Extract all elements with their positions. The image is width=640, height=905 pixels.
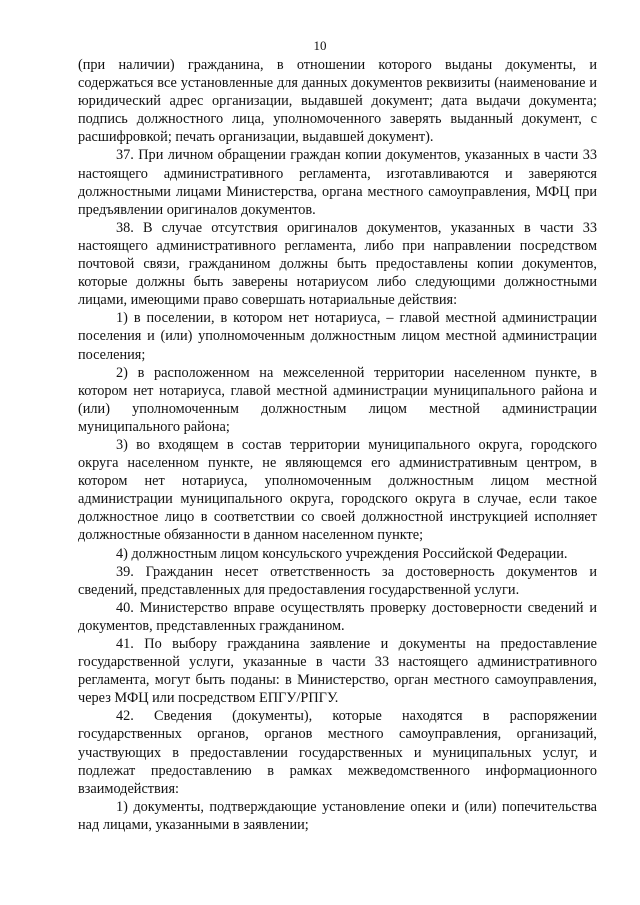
list-item-1: 1) в поселении, в котором нет нотариуса, – главой местной администрации поселения и (или) уполномоченным должностным лицом местной администрации поселения; xyxy=(78,310,597,363)
paragraph-37: 37. При личном обращении граждан копии документов, указанных в части 33 настоящего административного регламента, изготавливаются и заверяются должностными лицами Министерства, органа местного самоуправления, МФЦ при предъявлении оригиналов документов. xyxy=(78,147,597,218)
list-item-4: 4) должностным лицом консульского учреждения Российской Федерации. xyxy=(116,545,568,562)
paragraph-42-item-1: 1) документы, подтверждающие установление опеки и (или) попечительства над лицами, указанными в заявлении; xyxy=(78,798,597,833)
paragraph-40: 40. Министерство вправе осуществлять проверку достоверности сведений и документов, представленных гражданином. xyxy=(78,599,597,634)
paragraph-38: 38. В случае отсутствия оригиналов документов, указанных в части 33 настоящего административного регламента, либо при направлении посредством почтовой связи, гражданином должны быть предоставлены копии документов, которые должны быть заверены нотариусом либо следующими должностными лицами, имеющими право совершать нотариальные действия: xyxy=(78,219,597,309)
body-text xyxy=(78,56,597,834)
page-number: 10 xyxy=(313,38,327,53)
paragraph-39: 39. Гражданин несет ответственность за достоверность документов и сведений, представленных для предоставления государственной услуги. xyxy=(78,563,597,598)
list-item-3: 3) во входящем в состав территории муниципального округа, городского округа населенном пункте, не являющемся его административным центром, в котором нет нотариуса, уполномоченным должностным лицом местной администрации муниципального округа, городского округа в случае, если такое должностное лицо в соответствии со своей должностной инструкцией исполняет должностные обязанности в данном населенном пункте; xyxy=(78,436,597,544)
paragraph-continuation: (при наличии) гражданина, в отношении которого выданы документы, и содержаться все установленные для данных документов реквизиты (наименование и юридический адрес организации, выдавшей документ; дата выдачи документа; подпись должностного лица, уполномоченного заверять выданный документ, с расшифровкой; печать организации, выдавшей документ). xyxy=(78,57,597,146)
paragraph-41: 41. По выбору гражданина заявление и документы на предоставление государственной услуги, указанные в части 33 настоящего административного регламента, могут быть поданы: в Министерство, орган местного самоуправления, через МФЦ или посредством ЕПГУ/РПГУ. xyxy=(78,636,597,707)
paragraph-42: 42. Сведения (документы), которые находятся в распоряжении государственных органов, органов местного самоуправления, организаций, участвующих в предоставлении государственных и муниципальных услуг, и подлежат предоставлению в рамках межведомственного информационного взаимодействия: xyxy=(78,708,597,797)
list-item-2: 2) в расположенном на межселенной территории населенном пункте, в котором нет нотариуса, главой местной администрации муниципального района и (или) уполномоченным должностным лицом местной администрации муниципального района; xyxy=(78,364,597,435)
